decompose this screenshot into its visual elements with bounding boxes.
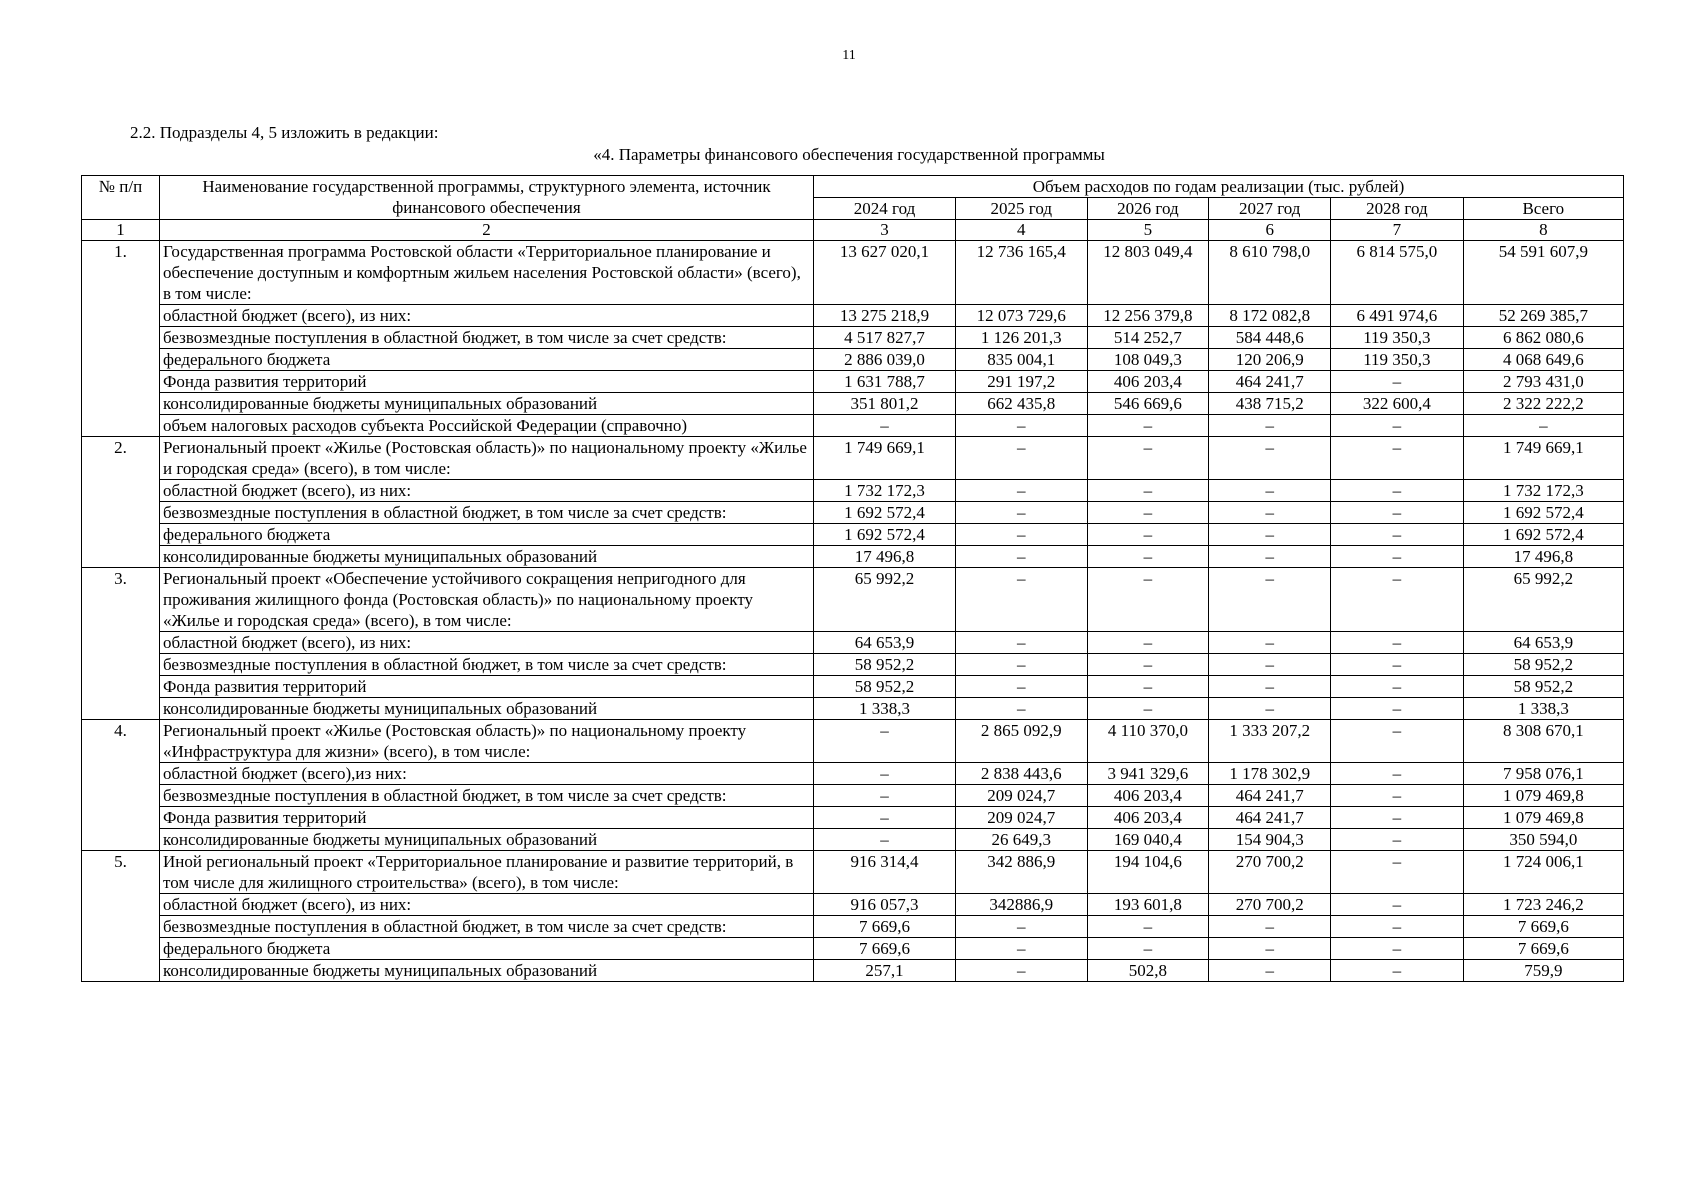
header-year: 2027 год (1209, 198, 1331, 220)
cell-value: – (813, 763, 955, 785)
cell-value: 584 448,6 (1209, 327, 1331, 349)
cell-value: – (1087, 437, 1209, 480)
table-row (82, 763, 1624, 785)
row-name: безвозмездные поступления в областной бюджет, в том числе за счет средств: (160, 654, 814, 676)
cell-value: – (1209, 960, 1331, 982)
cell-value: 58 952,2 (813, 676, 955, 698)
cell-value: – (1087, 480, 1209, 502)
cell-value: 438 715,2 (1209, 393, 1331, 415)
cell-total: 1 079 469,8 (1463, 807, 1623, 829)
cell-value: 502,8 (1087, 960, 1209, 982)
table-row (82, 502, 1624, 524)
cell-value: 257,1 (813, 960, 955, 982)
column-number: 4 (956, 220, 1087, 241)
cell-value: – (1331, 960, 1464, 982)
row-name: федерального бюджета (160, 938, 814, 960)
row-name: Фонда развития территорий (160, 807, 814, 829)
row-number: 2. (82, 437, 160, 568)
cell-total: 2 793 431,0 (1463, 371, 1623, 393)
cell-total: 64 653,9 (1463, 632, 1623, 654)
cell-value: 12 803 049,4 (1087, 241, 1209, 305)
cell-value: 406 203,4 (1087, 807, 1209, 829)
cell-value: 1 692 572,4 (813, 524, 955, 546)
cell-value: – (1331, 807, 1464, 829)
cell-total: 7 669,6 (1463, 916, 1623, 938)
cell-value: 6 491 974,6 (1331, 305, 1464, 327)
cell-value: – (1331, 568, 1464, 632)
cell-value: – (1209, 654, 1331, 676)
cell-value: 194 104,6 (1087, 851, 1209, 894)
cell-value: 406 203,4 (1087, 371, 1209, 393)
cell-value: 4 110 370,0 (1087, 720, 1209, 763)
cell-value: – (1209, 415, 1331, 437)
cell-total: 54 591 607,9 (1463, 241, 1623, 305)
column-number: 5 (1087, 220, 1209, 241)
cell-value: – (1331, 415, 1464, 437)
cell-value: – (1331, 720, 1464, 763)
cell-value: – (1087, 632, 1209, 654)
cell-total: 1 338,3 (1463, 698, 1623, 720)
row-name: областной бюджет (всего), из них: (160, 632, 814, 654)
cell-value: – (956, 632, 1087, 654)
column-number: 1 (82, 220, 160, 241)
cell-value: 1 338,3 (813, 698, 955, 720)
header-year: 2028 год (1331, 198, 1464, 220)
table-row (82, 437, 1624, 480)
row-name: консолидированные бюджеты муниципальных образований (160, 698, 814, 720)
cell-value: 270 700,2 (1209, 851, 1331, 894)
row-name: объем налоговых расходов субъекта Российской Федерации (справочно) (160, 415, 814, 437)
cell-value: 291 197,2 (956, 371, 1087, 393)
cell-total: 1 732 172,3 (1463, 480, 1623, 502)
cell-value: 17 496,8 (813, 546, 955, 568)
cell-value: – (956, 698, 1087, 720)
cell-value: 8 172 082,8 (1209, 305, 1331, 327)
table-row (82, 349, 1624, 371)
table-row (82, 960, 1624, 982)
cell-value: 13 275 218,9 (813, 305, 955, 327)
cell-value: 1 178 302,9 (1209, 763, 1331, 785)
cell-value: 464 241,7 (1209, 807, 1331, 829)
cell-total: 8 308 670,1 (1463, 720, 1623, 763)
financing-table (81, 175, 1624, 982)
row-name: федерального бюджета (160, 349, 814, 371)
cell-value: 12 736 165,4 (956, 241, 1087, 305)
cell-value: – (813, 415, 955, 437)
cell-value: 64 653,9 (813, 632, 955, 654)
row-number: 4. (82, 720, 160, 851)
cell-value: – (956, 916, 1087, 938)
row-name: безвозмездные поступления в областной бюджет, в том числе за счет средств: (160, 327, 814, 349)
header-volume: Объем расходов по годам реализации (тыс. рублей) (813, 176, 1623, 198)
cell-value: – (956, 960, 1087, 982)
cell-value: – (1087, 502, 1209, 524)
cell-value: – (1087, 676, 1209, 698)
cell-value: – (1087, 568, 1209, 632)
row-name: областной бюджет (всего), из них: (160, 480, 814, 502)
table-row (82, 916, 1624, 938)
cell-value: – (956, 502, 1087, 524)
table-row (82, 720, 1624, 763)
cell-value: – (956, 938, 1087, 960)
cell-value: – (1087, 415, 1209, 437)
column-number: 3 (813, 220, 955, 241)
cell-value: 464 241,7 (1209, 785, 1331, 807)
cell-value: 4 517 827,7 (813, 327, 955, 349)
cell-value: 342 886,9 (956, 851, 1087, 894)
table-row (82, 546, 1624, 568)
cell-total: 1 749 669,1 (1463, 437, 1623, 480)
cell-value: – (1087, 546, 1209, 568)
cell-value: – (956, 676, 1087, 698)
cell-value: – (813, 720, 955, 763)
cell-value: 58 952,2 (813, 654, 955, 676)
cell-value: – (1209, 568, 1331, 632)
table-row (82, 568, 1624, 632)
row-name: областной бюджет (всего),из них: (160, 763, 814, 785)
intro-text: 2.2. Подразделы 4, 5 изложить в редакции: (130, 123, 439, 142)
header-year: 2024 год (813, 198, 955, 220)
cell-value: – (1087, 916, 1209, 938)
row-name: консолидированные бюджеты муниципальных образований (160, 393, 814, 415)
column-number: 2 (160, 220, 814, 241)
row-name: Региональный проект «Жилье (Ростовская область)» по национальному проекту «Жилье и городская среда» (всего), в том числе: (160, 437, 814, 480)
cell-value: – (1331, 371, 1464, 393)
cell-value: – (1331, 502, 1464, 524)
header-num: № п/п (82, 176, 160, 220)
cell-value: – (956, 568, 1087, 632)
table-row (82, 305, 1624, 327)
cell-value: – (1209, 546, 1331, 568)
cell-value: – (1087, 524, 1209, 546)
cell-total: 1 692 572,4 (1463, 502, 1623, 524)
cell-total: 7 669,6 (1463, 938, 1623, 960)
column-number: 8 (1463, 220, 1623, 241)
cell-value: 26 649,3 (956, 829, 1087, 851)
cell-value: 12 073 729,6 (956, 305, 1087, 327)
cell-value: – (1331, 632, 1464, 654)
table-row (82, 938, 1624, 960)
table-row (82, 807, 1624, 829)
row-name: областной бюджет (всего), из них: (160, 894, 814, 916)
cell-value: – (813, 785, 955, 807)
cell-value: – (956, 415, 1087, 437)
row-name: Фонда развития территорий (160, 676, 814, 698)
table-row (82, 676, 1624, 698)
cell-value: 916 314,4 (813, 851, 955, 894)
cell-total: 1 724 006,1 (1463, 851, 1623, 894)
row-name: безвозмездные поступления в областной бюджет, в том числе за счет средств: (160, 502, 814, 524)
cell-value: 916 057,3 (813, 894, 955, 916)
table-row (82, 632, 1624, 654)
cell-value: – (1331, 763, 1464, 785)
cell-value: 342886,9 (956, 894, 1087, 916)
cell-value: – (956, 654, 1087, 676)
cell-value: – (1209, 938, 1331, 960)
cell-value: – (1209, 524, 1331, 546)
cell-value: 1 333 207,2 (1209, 720, 1331, 763)
cell-value: – (1209, 698, 1331, 720)
header-name: Наименование государственной программы, структурного элемента, источник финансового обеспечения (160, 176, 814, 220)
cell-value: 209 024,7 (956, 807, 1087, 829)
cell-value: – (1331, 480, 1464, 502)
table-body (82, 241, 1624, 982)
cell-value: – (956, 437, 1087, 480)
cell-value: – (1331, 698, 1464, 720)
row-number: 5. (82, 851, 160, 982)
row-name: федерального бюджета (160, 524, 814, 546)
header-year: 2026 год (1087, 198, 1209, 220)
table-row (82, 829, 1624, 851)
cell-value: 1 749 669,1 (813, 437, 955, 480)
cell-value: 835 004,1 (956, 349, 1087, 371)
cell-value: – (1331, 524, 1464, 546)
cell-value: – (1209, 916, 1331, 938)
cell-total: 4 068 649,6 (1463, 349, 1623, 371)
cell-total: 6 862 080,6 (1463, 327, 1623, 349)
table-row (82, 393, 1624, 415)
table-row (82, 480, 1624, 502)
cell-value: – (1331, 829, 1464, 851)
cell-value: – (956, 546, 1087, 568)
cell-total: 65 992,2 (1463, 568, 1623, 632)
table-title: «4. Параметры финансового обеспечения государственной программы (593, 145, 1105, 164)
cell-value: 2 838 443,6 (956, 763, 1087, 785)
cell-value: 6 814 575,0 (1331, 241, 1464, 305)
cell-value: 12 256 379,8 (1087, 305, 1209, 327)
cell-value: – (1331, 938, 1464, 960)
cell-value: 7 669,6 (813, 938, 955, 960)
cell-value: – (1087, 698, 1209, 720)
table-row (82, 698, 1624, 720)
cell-value: – (1331, 785, 1464, 807)
cell-total: – (1463, 415, 1623, 437)
cell-value: 322 600,4 (1331, 393, 1464, 415)
cell-value: 3 941 329,6 (1087, 763, 1209, 785)
cell-value: 169 040,4 (1087, 829, 1209, 851)
column-number: 6 (1209, 220, 1331, 241)
cell-value: 546 669,6 (1087, 393, 1209, 415)
cell-value: – (1209, 437, 1331, 480)
cell-value: 119 350,3 (1331, 349, 1464, 371)
cell-value: – (1331, 437, 1464, 480)
cell-value: 1 631 788,7 (813, 371, 955, 393)
header-total: Всего (1463, 198, 1623, 220)
cell-value: – (1331, 546, 1464, 568)
cell-value: 270 700,2 (1209, 894, 1331, 916)
cell-value: 209 024,7 (956, 785, 1087, 807)
cell-value: 1 126 201,3 (956, 327, 1087, 349)
table-row (82, 785, 1624, 807)
table-row (82, 371, 1624, 393)
table-row (82, 327, 1624, 349)
table-row (82, 524, 1624, 546)
cell-value: 2 865 092,9 (956, 720, 1087, 763)
cell-value: 193 601,8 (1087, 894, 1209, 916)
cell-value: – (813, 807, 955, 829)
cell-value: 464 241,7 (1209, 371, 1331, 393)
table-row (82, 851, 1624, 894)
cell-value: 120 206,9 (1209, 349, 1331, 371)
cell-value: – (1331, 676, 1464, 698)
cell-value: 1 732 172,3 (813, 480, 955, 502)
cell-total: 1 692 572,4 (1463, 524, 1623, 546)
cell-total: 759,9 (1463, 960, 1623, 982)
cell-total: 52 269 385,7 (1463, 305, 1623, 327)
cell-value: – (1087, 938, 1209, 960)
cell-total: 17 496,8 (1463, 546, 1623, 568)
column-number: 7 (1331, 220, 1464, 241)
cell-value: 65 992,2 (813, 568, 955, 632)
cell-value: 662 435,8 (956, 393, 1087, 415)
table-row (82, 241, 1624, 305)
cell-value: 8 610 798,0 (1209, 241, 1331, 305)
cell-value: – (1209, 502, 1331, 524)
cell-value: 1 692 572,4 (813, 502, 955, 524)
table-row (82, 415, 1624, 437)
cell-value: 406 203,4 (1087, 785, 1209, 807)
cell-value: – (956, 524, 1087, 546)
row-name: Государственная программа Ростовской области «Территориальное планирование и обеспечение доступным и комфортным жильем населения Ростовской области» (всего), в том числе: (160, 241, 814, 305)
row-name: безвозмездные поступления в областной бюджет, в том числе за счет средств: (160, 785, 814, 807)
cell-total: 58 952,2 (1463, 676, 1623, 698)
cell-value: – (1331, 654, 1464, 676)
cell-value: – (1209, 632, 1331, 654)
row-name: Иной региональный проект «Территориальное планирование и развитие территорий, в том числе для жилищного строительства» (всего), в том числе: (160, 851, 814, 894)
header-year: 2025 год (956, 198, 1087, 220)
cell-total: 7 958 076,1 (1463, 763, 1623, 785)
cell-value: – (1209, 676, 1331, 698)
cell-value: – (1087, 654, 1209, 676)
row-name: областной бюджет (всего), из них: (160, 305, 814, 327)
cell-value: – (1209, 480, 1331, 502)
cell-value: 514 252,7 (1087, 327, 1209, 349)
cell-value: – (956, 480, 1087, 502)
row-name: Региональный проект «Жилье (Ростовская область)» по национальному проекту «Инфраструктура для жизни» (всего), в том числе: (160, 720, 814, 763)
cell-value: 13 627 020,1 (813, 241, 955, 305)
page-number: 11 (842, 48, 856, 63)
table-row (82, 894, 1624, 916)
table-row (82, 654, 1624, 676)
row-name: консолидированные бюджеты муниципальных образований (160, 960, 814, 982)
cell-value: 2 886 039,0 (813, 349, 955, 371)
cell-value: – (813, 829, 955, 851)
cell-value: 351 801,2 (813, 393, 955, 415)
cell-total: 350 594,0 (1463, 829, 1623, 851)
cell-total: 58 952,2 (1463, 654, 1623, 676)
row-number: 3. (82, 568, 160, 720)
cell-value: – (1331, 916, 1464, 938)
cell-total: 1 079 469,8 (1463, 785, 1623, 807)
cell-total: 2 322 222,2 (1463, 393, 1623, 415)
row-name: консолидированные бюджеты муниципальных образований (160, 829, 814, 851)
cell-value: – (1331, 851, 1464, 894)
cell-value: 108 049,3 (1087, 349, 1209, 371)
cell-value: 119 350,3 (1331, 327, 1464, 349)
row-name: Региональный проект «Обеспечение устойчивого сокращения непригодного для проживания жилищного фонда (Ростовская область)» по национальному проекту «Жилье и городская среда» (всего), в том числе: (160, 568, 814, 632)
cell-value: 154 904,3 (1209, 829, 1331, 851)
row-name: консолидированные бюджеты муниципальных образований (160, 546, 814, 568)
cell-value: – (1331, 894, 1464, 916)
row-number: 1. (82, 241, 160, 437)
cell-value: 7 669,6 (813, 916, 955, 938)
cell-total: 1 723 246,2 (1463, 894, 1623, 916)
row-name: Фонда развития территорий (160, 371, 814, 393)
row-name: безвозмездные поступления в областной бюджет, в том числе за счет средств: (160, 916, 814, 938)
